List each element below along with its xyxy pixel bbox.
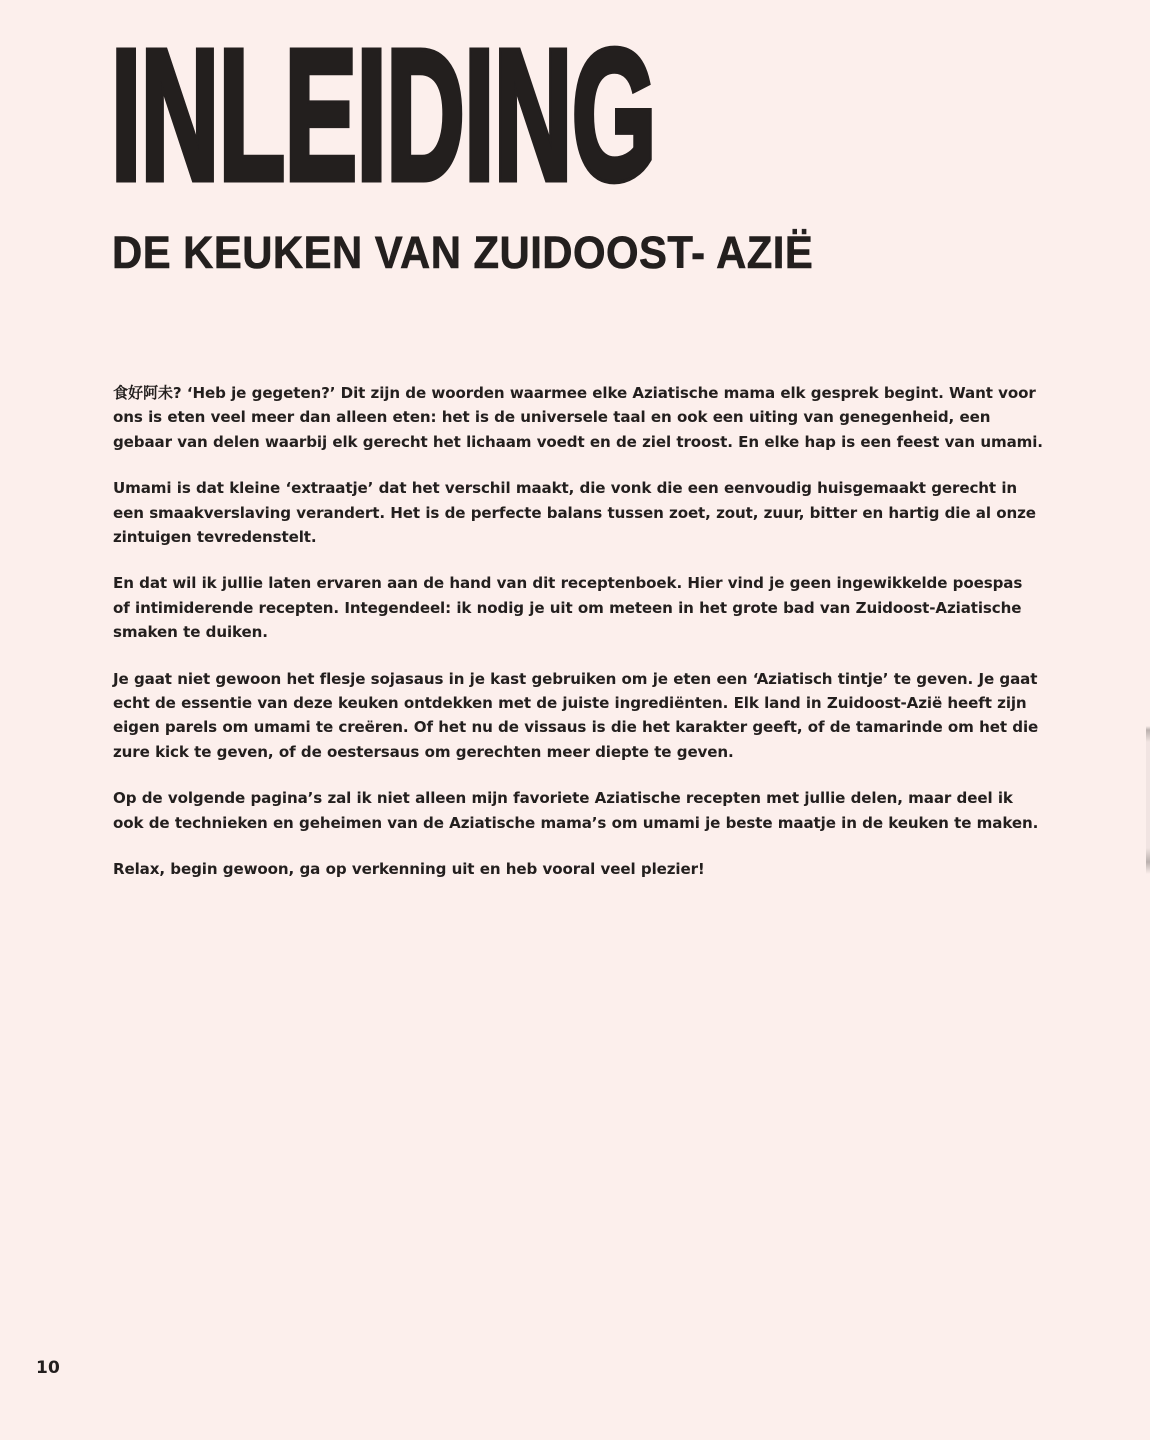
body-paragraph: En dat wil ik jullie laten ervaren aan de hand van dit receptenboek. Hier vind je geen ingewikkelde poespas of intimiderende recepten. Integendeel: ik nodig je uit om meteen in het grote bad van Zuidoost-Aziatische smaken te duiken. (113, 574, 1023, 642)
body-paragraph: Op de volgende pagina’s zal ik niet alleen mijn favoriete Aziatische recepten met jullie delen, maar deel ik ook de technieken en geheimen van de Aziatische mama’s om umami je beste maatje in de keuken te maken. (113, 789, 1039, 832)
body-paragraph: 食好阿未? ‘Heb je gegeten?’ Dit zijn de woorden waarmee elke Aziatische mama elk gesprek begint. Want voor ons is eten veel meer dan alleen eten: het is de universele taal en ook een uiting van genegenheid, een gebaar van delen waarbij elk gerecht het lichaam voedt en de ziel troost. En elke hap is een feest van umami. (113, 384, 1043, 451)
body-paragraph: Umami is dat kleine ‘extraatje’ dat het verschil maakt, die vonk die een eenvoudig huisgemaakt gerecht in een smaakverslaving verandert. Het is de perfecte balans tussen zoet, zout, zuur, bitter en hartig die al onze zintuigen tevredenstelt. (113, 479, 1036, 547)
body-text-column (113, 381, 1043, 882)
page-number: 10 (36, 1358, 61, 1378)
body-paragraph: Je gaat niet gewoon het flesje sojasaus in je kast gebruiken om je eten een ‘Aziatisch tintje’ te geven. Je gaat echt de essentie van deze keuken ontdekken met de juiste ingrediënten. Elk land in Zuidoost-Azië heeft zijn eigen parels om umami te creëren. Of het nu de vissaus is die het karakter geeft, of de tamarinde om het die zure kick te geven, of de oestersaus om gerechten meer diepte te geven. (113, 669, 1039, 761)
page-binding-edge (1146, 0, 1150, 1440)
body-paragraph: Relax, begin gewoon, ga op verkenning uit en heb vooral veel plezier! (113, 860, 705, 879)
page-title: INLEIDING (111, 12, 656, 219)
page-subtitle: DE KEUKEN VAN ZUIDOOST- AZIË (112, 227, 814, 278)
